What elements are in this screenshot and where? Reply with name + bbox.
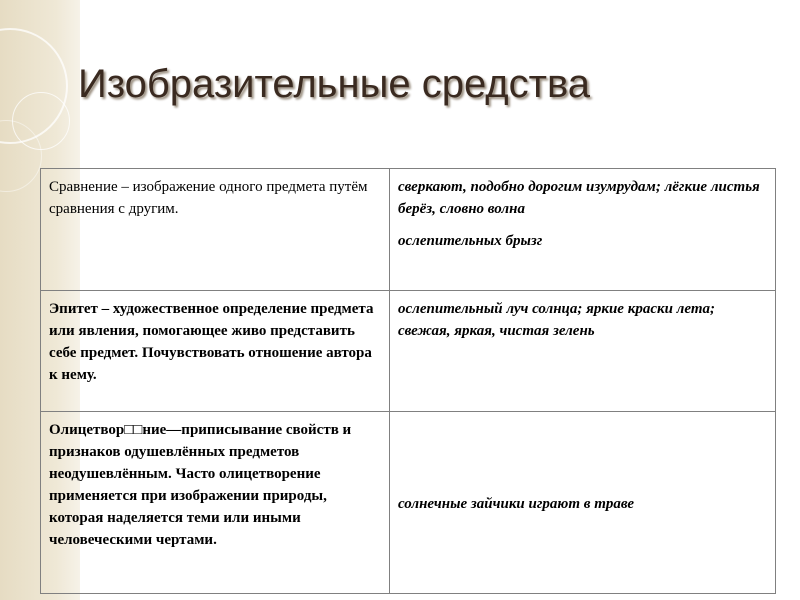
table-row bbox=[41, 169, 776, 291]
slide-title: Изобразительные средства bbox=[78, 62, 591, 106]
table-row bbox=[41, 291, 776, 411]
term-text: Олицетвор□□ние—приписывание свойств и признаков одушевлённых предметов неодушевлённым. Часто олицетворение применяется при изображении природы, которая наделяется теми или иными человеческими чертами. bbox=[49, 421, 352, 548]
term-text: Эпитет – художественное определение предмета или явления, помогающее живо представить себе предмет. Почувствовать отношение автора к нему. bbox=[49, 301, 374, 384]
example-text: ослепительный луч солнца; яркие краски лета; свежая, яркая, чистая зелень bbox=[398, 301, 715, 340]
example-text: солнечные зайчики играют в траве bbox=[398, 495, 635, 512]
term-cell bbox=[41, 291, 390, 411]
example-cell bbox=[390, 411, 776, 593]
figures-of-speech-table bbox=[40, 168, 776, 594]
example-text: сверкают, подобно дорогим изумрудам; лёгкие листья берёз, словно волна bbox=[398, 179, 760, 217]
term-cell bbox=[41, 411, 390, 593]
example-cell bbox=[390, 291, 776, 411]
term-cell bbox=[41, 169, 390, 291]
term-text: Сравнение – изображение одного предмета путём сравнения с другим. bbox=[49, 179, 368, 217]
example-cell bbox=[390, 169, 776, 291]
example-text-continued: ослепительных брызг bbox=[398, 233, 543, 249]
table-row bbox=[41, 411, 776, 593]
